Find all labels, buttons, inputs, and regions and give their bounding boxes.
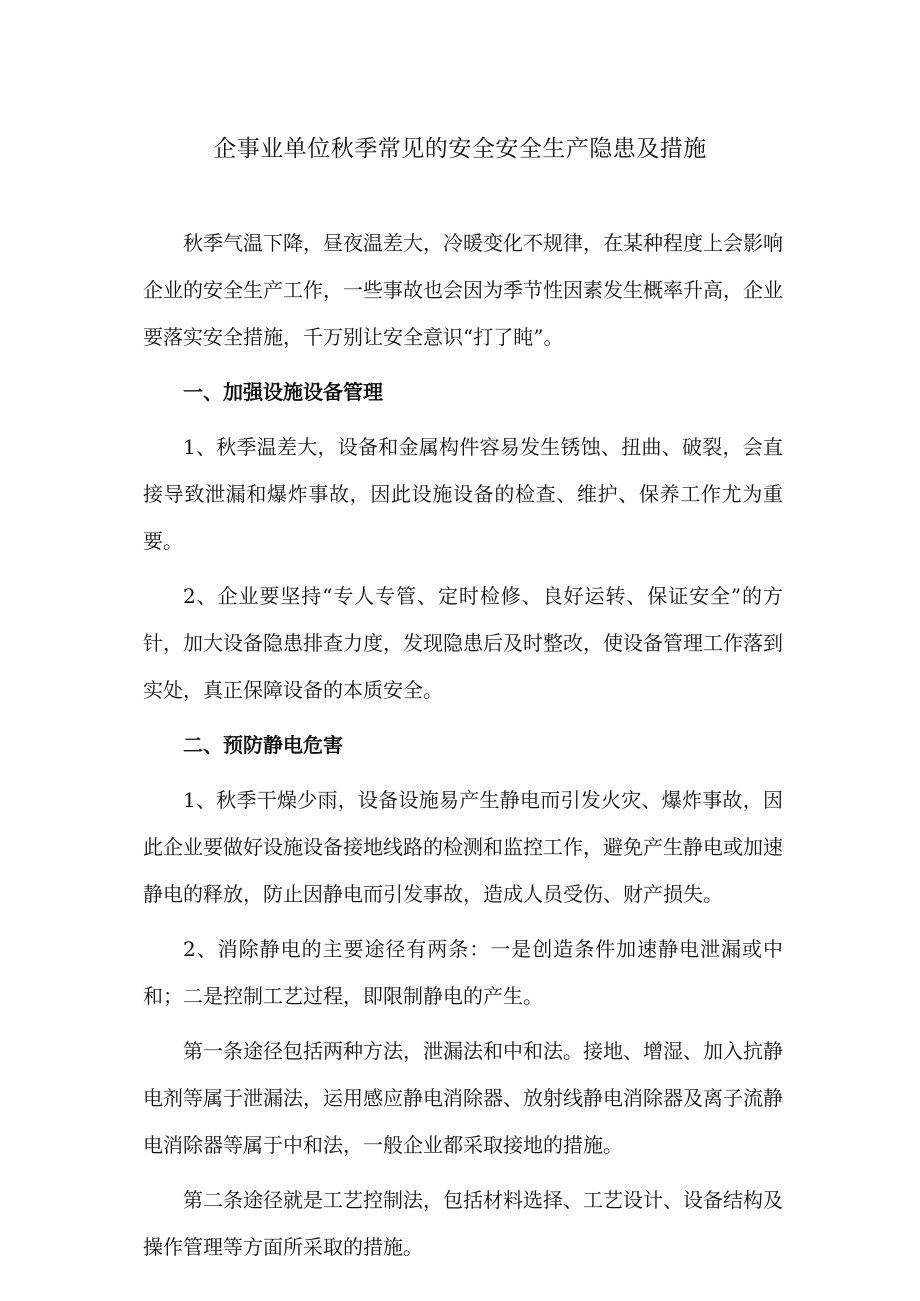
section2-paragraph-1: 1、秋季干燥少雨，设备设施易产生静电而引发火灾、爆炸事故，因此企业要做好设施设备接地线路的检测和监控工作，避免产生静电或加速静电的释放，防止因静电而引发事故，造成人员受伤、财产损失。 (143, 788, 783, 906)
section2-paragraph-4: 第二条途径就是工艺控制法，包括材料选择、工艺设计、设备结构及操作管理等方面所采取的措施。 (143, 1188, 783, 1259)
section-heading-equipment: 一、加强设施设备管理 (183, 380, 383, 404)
section1-paragraph-2: 2、企业要坚持“专人专管、定时检修、良好运转、保证安全”的方针，加大设备隐患排查力度，发现隐患后及时整改，使设备管理工作落到实处，真正保障设备的本质安全。 (143, 584, 783, 702)
section-heading-static: 二、预防静电危害 (183, 733, 343, 757)
page-title: 企事业单位秋季常见的安全安全生产隐患及措施 (213, 136, 707, 162)
section2-paragraph-2: 2、消除静电的主要途径有两条：一是创造条件加速静电泄漏或中和；二是控制工艺过程，即限制静电的产生。 (143, 937, 783, 1008)
intro-paragraph: 秋季气温下降，昼夜温差大，冷暖变化不规律，在某种程度上会影响企业的安全生产工作，一些事故也会因为季节性因素发生概率升高，企业要落实安全措施，千万别让安全意识“打了盹”。 (143, 231, 783, 349)
section1-paragraph-1: 1、秋季温差大，设备和金属构件容易发生锈蚀、扭曲、破裂，会直接导致泄漏和爆炸事故，因此设施设备的检查、维护、保养工作尤为重要。 (143, 435, 783, 553)
document-body (143, 220, 783, 1271)
section2-paragraph-3: 第一条途径包括两种方法，泄漏法和中和法。接地、增湿、加入抗静电剂等属于泄漏法，运用感应静电消除器、放射线静电消除器及离子流静电消除器等属于中和法，一般企业都采取接地的措施。 (143, 1039, 783, 1157)
